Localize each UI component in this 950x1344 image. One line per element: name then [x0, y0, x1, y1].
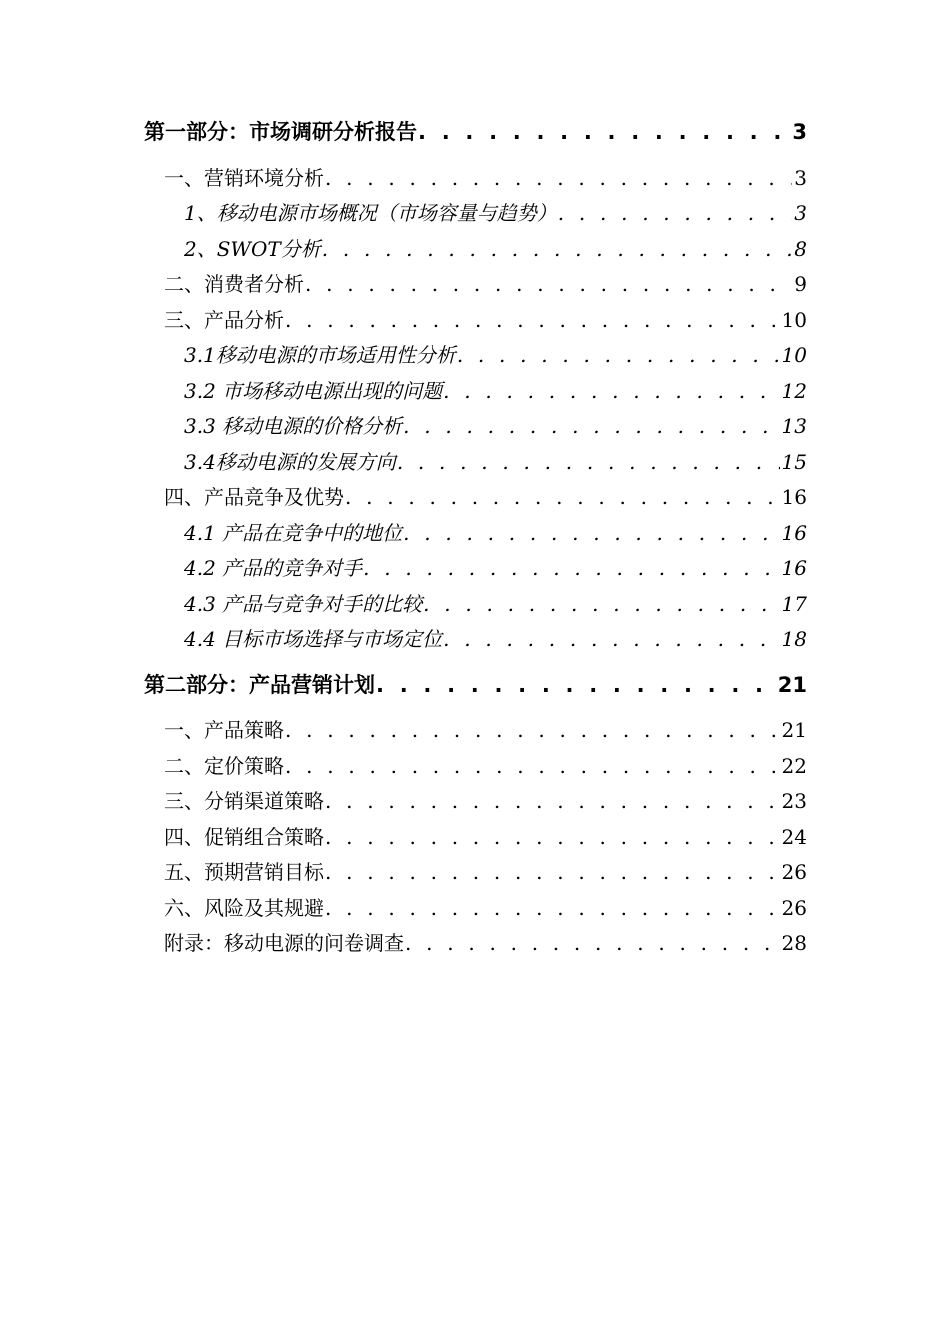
- toc-entry-page: 3: [794, 166, 807, 190]
- toc-leader-dots: [403, 413, 779, 439]
- toc-entry-page: 3: [794, 201, 807, 225]
- toc-leader-dots: [457, 342, 780, 368]
- toc-entry-appendix[interactable]: [164, 930, 807, 956]
- toc-entry-subsection[interactable]: [184, 555, 807, 581]
- toc-entry-title: 3.2 市场移动电源出现的问题: [184, 379, 443, 403]
- toc-entry-title: 一、营销环境分析: [164, 166, 324, 190]
- toc-leader-dots: [443, 626, 779, 652]
- toc-entry-title: 第一部分：市场调研分析报告: [144, 120, 417, 144]
- toc-entry-page: 18: [781, 627, 807, 651]
- toc-entry-subsection[interactable]: [184, 342, 807, 368]
- toc-leader-dots: [443, 378, 779, 404]
- toc-entry-section[interactable]: [164, 895, 807, 921]
- toc-leader-dots: [285, 753, 780, 779]
- toc-entry-section[interactable]: [164, 271, 807, 297]
- toc-entry-section[interactable]: [164, 307, 807, 333]
- toc-leader-dots: [403, 520, 779, 546]
- toc-entry-title: 4.4 目标市场选择与市场定位: [184, 627, 443, 651]
- toc-leader-dots: [363, 555, 779, 581]
- toc-leader-dots: [285, 307, 780, 333]
- toc-entry-subsection[interactable]: [184, 449, 807, 475]
- toc-entry-page: 15: [781, 450, 807, 474]
- toc-entry-page: 28: [781, 931, 807, 955]
- toc-leader-dots: [325, 895, 780, 921]
- toc-entry-title: 4.1 产品在竞争中的地位: [184, 521, 403, 545]
- toc-entry-part-1[interactable]: [144, 119, 807, 145]
- toc-entry-page: 24: [781, 825, 807, 849]
- toc-entry-title: 2、SWOT分析: [184, 237, 321, 261]
- toc-entry-section[interactable]: [164, 717, 807, 743]
- toc-entry-title: 第二部分：产品营销计划: [144, 673, 375, 697]
- toc-entry-subsection[interactable]: [184, 378, 807, 404]
- toc-leader-dots: [322, 236, 793, 262]
- toc-entry-page: 21: [781, 718, 807, 742]
- toc-entry-section[interactable]: [164, 753, 807, 779]
- toc-entry-title: 4.2 产品的竞争对手: [184, 556, 363, 580]
- toc-entry-title: 3.4移动电源的发展方向: [184, 450, 396, 474]
- toc-entry-page: 8: [794, 237, 807, 261]
- toc-leader-dots: [325, 165, 792, 191]
- toc-entry-title: 1、移动电源市场概况（市场容量与趋势）: [184, 201, 557, 225]
- toc-entry-page: 9: [794, 272, 807, 296]
- toc-entry-section[interactable]: [164, 484, 807, 510]
- toc-entry-title: 附录：移动电源的问卷调查: [164, 931, 404, 955]
- toc-entry-page: 17: [781, 592, 807, 616]
- toc-entry-section[interactable]: [164, 788, 807, 814]
- toc-entry-section[interactable]: [164, 824, 807, 850]
- toc-leader-dots: [325, 788, 780, 814]
- toc-entry-title: 四、产品竞争及优势: [164, 485, 344, 509]
- toc-leader-dots: [558, 200, 793, 226]
- toc-leader-dots: [405, 930, 780, 956]
- toc-entry-title: 三、产品分析: [164, 308, 284, 332]
- toc-leader-dots: [397, 449, 780, 475]
- toc-entry-part-2[interactable]: [144, 672, 807, 698]
- toc-entry-title: 六、风险及其规避: [164, 896, 324, 920]
- toc-entry-page: 13: [781, 414, 807, 438]
- toc-entry-page: 10: [781, 343, 807, 367]
- toc-entry-page: 26: [781, 896, 807, 920]
- toc-entry-section[interactable]: [164, 165, 807, 191]
- toc-entry-page: 16: [781, 521, 807, 545]
- toc-entry-page: 16: [781, 556, 807, 580]
- toc-entry-title: 3.1移动电源的市场适用性分析: [184, 343, 456, 367]
- toc-entry-page: 12: [781, 379, 807, 403]
- toc-entry-page: 10: [781, 308, 807, 332]
- toc-entry-title: 二、定价策略: [164, 754, 284, 778]
- toc-entry-page: 22: [781, 754, 807, 778]
- toc-leader-dots: [285, 717, 780, 743]
- toc-entry-title: 一、产品策略: [164, 718, 284, 742]
- toc-entry-page: 3: [792, 120, 807, 144]
- toc-entry-subsection[interactable]: [184, 626, 807, 652]
- toc-entry-page: 21: [777, 673, 807, 697]
- toc-leader-dots: [325, 859, 780, 885]
- toc-entry-title: 4.3 产品与竞争对手的比较: [184, 592, 423, 616]
- toc-entry-title: 3.3 移动电源的价格分析: [184, 414, 403, 438]
- toc-leader-dots: [325, 824, 780, 850]
- toc-entry-title: 四、促销组合策略: [164, 825, 324, 849]
- toc-leader-dots: [305, 271, 792, 297]
- toc-entry-title: 二、消费者分析: [164, 272, 304, 296]
- toc-entry-subsection[interactable]: [184, 200, 807, 226]
- toc-entry-subsection[interactable]: [184, 591, 807, 617]
- toc-entry-title: 五、预期营销目标: [164, 860, 324, 884]
- toc-leader-dots: [418, 119, 790, 145]
- toc-entry-subsection[interactable]: [184, 413, 807, 439]
- toc-entry-page: 26: [781, 860, 807, 884]
- toc-leader-dots: [376, 672, 776, 698]
- toc-entry-subsection[interactable]: [184, 520, 807, 546]
- toc-entry-page: 16: [781, 485, 807, 509]
- toc-entry-page: 23: [781, 789, 807, 813]
- toc-leader-dots: [345, 484, 780, 510]
- toc-entry-subsection[interactable]: [184, 236, 807, 262]
- toc-leader-dots: [423, 591, 779, 617]
- toc-entry-title: 三、分销渠道策略: [164, 789, 324, 813]
- toc-entry-section[interactable]: [164, 859, 807, 885]
